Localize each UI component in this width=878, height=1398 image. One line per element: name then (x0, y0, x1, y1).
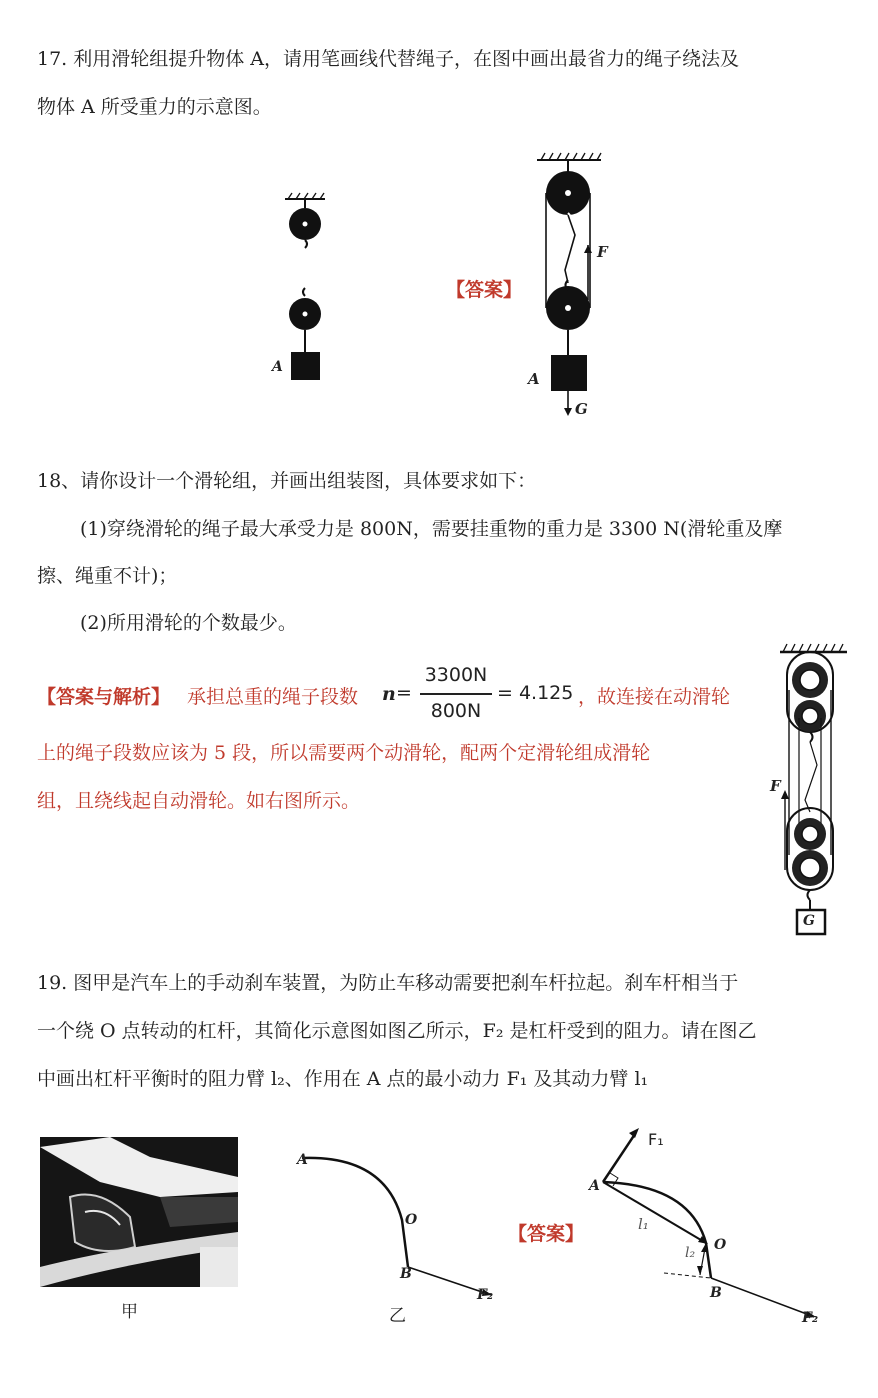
q18-eq-sign: = (396, 682, 412, 704)
q18-analysis-line3: 组，且绕线起自动滑轮。如右图所示。 (37, 790, 361, 812)
q18-numerator: 3300N (424, 664, 488, 686)
q19-answer-label-o: O (714, 1237, 727, 1253)
q18-fraction-bar (420, 693, 492, 695)
q18-text-line1: 18、请你设计一个滑轮组，并画出组装图，具体要求如下： (37, 470, 537, 492)
q19-text-line1: 19. 图甲是汽车上的手动刹车装置，为防止车移动需要把刹车杆拉起。刹车杆相当于 (37, 972, 739, 994)
q18-n-var: n (382, 683, 396, 705)
q19-answer-label-l1: l₁ (638, 1215, 649, 1233)
q19-answer-label-l2: l₂ (685, 1245, 696, 1261)
q19-label-a: A (297, 1152, 308, 1168)
q19-answer-figure (580, 1125, 830, 1335)
q19-text-line3: 中画出杠杆平衡时的阻力臂 l₂、作用在 A 点的最小动力 F₁ 及其动力臂 l₁ (37, 1068, 649, 1090)
q17-answer-figure (525, 150, 635, 430)
q19-answer-label-a: A (589, 1178, 600, 1194)
q19-label-f2: F₂ (477, 1287, 494, 1303)
q18-analysis-lead: 承担总重的绳子段数 (187, 686, 359, 708)
q18-result: = 4.125 (497, 682, 574, 704)
q18-denominator: 800N (430, 700, 482, 722)
q18-analysis-tag: 【答案与解析】 (37, 686, 171, 708)
q18-text-line4: (2)所用滑轮的个数最少。 (80, 612, 297, 634)
q17-answer-label-a: A (528, 370, 540, 388)
q17-label-g: G (575, 400, 588, 418)
q18-analysis-line2: 上的绳子段数应该为 5 段，所以需要两个动滑轮，配两个定滑轮组成滑轮 (37, 742, 651, 764)
q17-text-line2: 物体 A 所受重力的示意图。 (37, 96, 272, 118)
q19-answer-label-f2: F₂ (802, 1310, 819, 1326)
q19-caption-jia: 甲 (121, 1302, 138, 1322)
q19-answer-label-b: B (710, 1285, 722, 1301)
q17-object-a (291, 352, 320, 380)
q19-text-line2: 一个绕 O 点转动的杠杆，其简化示意图如图乙所示，F₂ 是杠杆受到的阻力。请在图乙 (37, 1020, 757, 1042)
q18-analysis-tail: ，故连接在动滑轮 (578, 686, 731, 708)
q18-label-g: G (803, 913, 815, 929)
q17-answer-tag: 【答案】 (446, 279, 523, 301)
q18-text-line2: (1)穿绕滑轮的绳子最大承受力是 800N，需要挂重物的重力是 3300 N(滑轮重及摩 (80, 518, 783, 540)
q19-answer-tag: 【答案】 (508, 1223, 585, 1245)
q17-label-f: F (597, 243, 608, 261)
q19-label-b: B (400, 1266, 412, 1282)
q19-photo-jia (40, 1137, 238, 1287)
q19-answer-label-f1: F₁ (648, 1130, 664, 1149)
q19-label-o: O (405, 1212, 418, 1228)
q17-label-a: A (272, 359, 283, 375)
q19-caption-yi: 乙 (389, 1306, 406, 1326)
q18-text-line3: 擦、绳重不计)； (37, 565, 178, 587)
q18-label-f: F (770, 777, 781, 795)
q17-text-line1: 17. 利用滑轮组提升物体 A，请用笔画线代替绳子，在图中画出最省力的绳子绕法及 (37, 48, 740, 70)
